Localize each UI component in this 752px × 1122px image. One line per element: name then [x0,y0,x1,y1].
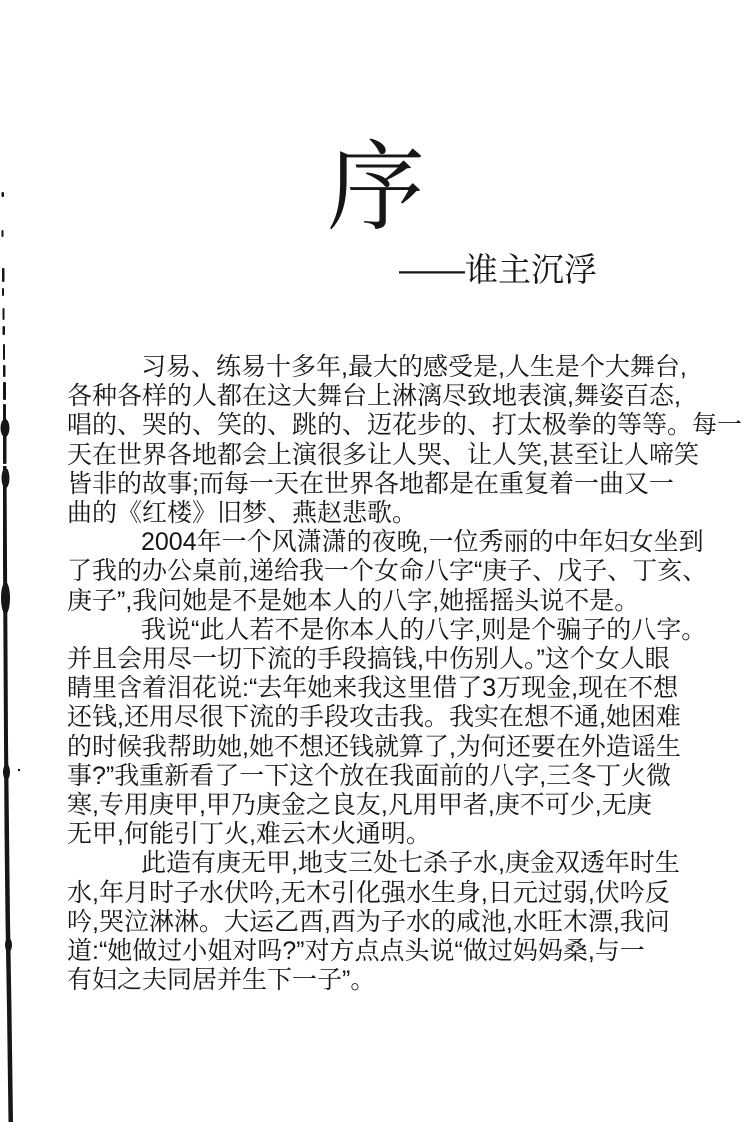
text-line: 皆非的故事;而每一天在世界各地都是在重复着一曲又一 [67,469,674,498]
text-line: 的时候我帮助她,她不想还钱就算了,为何还要在外造谣生 [67,732,681,761]
text-line: 庚子”,我问她是不是她本人的八字,她摇摇头说不是。 [67,586,640,615]
text-line: 道:“她做过小姐对吗?”对方点点头说“做过妈妈桑,与一 [67,937,645,966]
text-line: 并且会用尽一切下流的手段搞钱,中伤别人。”这个女人眼 [67,645,670,674]
paragraph [67,615,707,850]
text-line: 有妇之夫同居并生下一子”。 [67,966,376,995]
text-line: 曲的《红楼》旧梦、燕赵悲歌。 [67,499,418,528]
text-line: 天在世界各地都会上演很多让人哭、让人笑,甚至让人啼笑 [67,440,699,469]
paragraph [67,528,708,616]
text-line: 寒,专用庚甲,甲乃庚金之良友,凡用甲者,庚不可少,无庚 [67,791,652,820]
text-line: 吟,哭泣淋淋。大运乙酉,酉为子水的咸池,水旺木漂,我问 [67,907,670,936]
text-line: 了我的办公桌前,递给我一个女命八字“庚子、戊子、丁亥、 [67,557,708,586]
text-line: 唱的、哭的、笑的、跳的、迈花步的、打太极拳的等等。每一 [67,411,743,440]
text-line: 水,年月时子水伏吟,无木引化强水生身,日元过弱,伏吟反 [67,878,670,907]
text-line: 睛里含着泪花说:“去年她来我这里借了3万现金,现在不想 [67,674,679,703]
page-title: 序 [326,132,425,242]
text-line: 习易、练易十多年,最大的感受是,人生是个大舞台, [141,353,687,381]
text-line: 事?”我重新看了一下这个放在我面前的八字,三冬丁火微 [67,761,672,790]
text-line: 2004年一个风潇潇的夜晚,一位秀丽的中年妇女坐到 [141,528,704,557]
paragraph [67,849,680,995]
paragraph [67,353,743,528]
text-line: 无甲,何能引丁火,难云木火通明。 [67,820,431,849]
text-line: 各种各样的人都在这大舞台上淋漓尽致地表演,舞姿百态, [67,382,681,411]
body-paragraphs [67,353,743,995]
text-line: 我说“此人若不是你本人的八字,则是个骗子的八字。 [141,615,707,644]
text-line: 还钱,还用尽很下流的手段攻击我。我实在想不通,她困难 [67,703,681,732]
page-subtitle: ——谁主沉浮 [399,251,597,288]
text-line: 此造有庚无甲,地支三处七杀子水,庚金双透年时生 [141,849,680,878]
